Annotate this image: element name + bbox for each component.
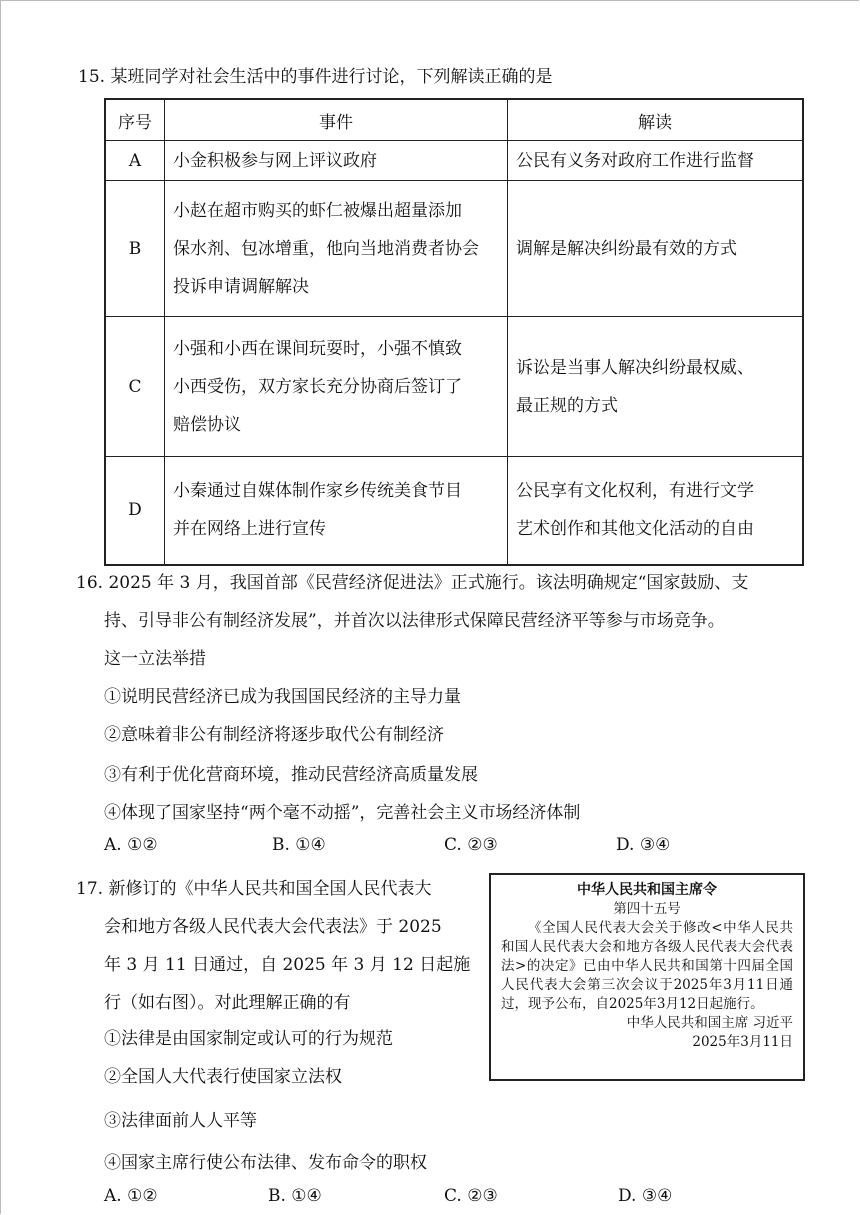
q17-statement: ①法律是由国家制定或认可的行为规范 xyxy=(104,1029,393,1049)
q16-statement: ①说明民营经济已成为我国国民经济的主导力量 xyxy=(104,687,461,707)
row-interp xyxy=(508,181,804,317)
row-id: D xyxy=(105,457,165,565)
event-line: 小赵在超市购买的虾仁被爆出超量添加 xyxy=(173,200,462,221)
table-row-a xyxy=(105,141,803,181)
decree-number: 第四十五号 xyxy=(613,901,681,917)
q17-stem-line: 会和地方各级人民代表大会代表法》于 2025 xyxy=(104,917,442,937)
decree-title: 中华人民共和国主席令 xyxy=(577,882,717,898)
q17-option-b[interactable]: B. ①④ xyxy=(268,1186,322,1206)
q17-statement: ③法律面前人人平等 xyxy=(104,1111,257,1131)
q17-stem-line: 行（如右图）。对此理解正确的有 xyxy=(104,993,351,1013)
header-event: 事件 xyxy=(165,99,508,141)
q17-stem-line: 年 3 月 11 日通过，自 2025 年 3 月 12 日起施 xyxy=(104,955,471,975)
row-id: B xyxy=(105,181,165,317)
table-row-b xyxy=(105,181,803,317)
q16-option-d[interactable]: D. ③④ xyxy=(616,835,671,855)
q17-statement: ④国家主席行使公布法律、发布命令的职权 xyxy=(104,1153,427,1173)
q16-option-b[interactable]: B. ①④ xyxy=(272,835,326,855)
q15-title: 15. 某班同学对社会生活中的事件进行讨论，下列解读正确的是 xyxy=(78,67,553,87)
event-line: 小金积极参与网上评议政府 xyxy=(173,150,377,171)
header-interp: 解读 xyxy=(508,99,804,141)
q16-option-a[interactable]: A. ①② xyxy=(104,835,158,855)
events-table xyxy=(104,98,804,566)
interp-line: 公民有义务对政府工作进行监督 xyxy=(516,150,754,171)
row-interp xyxy=(508,141,804,181)
q16-stem-line: 16. 2025 年 3 月，我国首部《民营经济促进法》正式施行。该法明确规定“国家鼓励、支 xyxy=(76,573,749,593)
interp-line: 公民享有文化权利，有进行文学 xyxy=(516,481,754,502)
table-header-row xyxy=(105,99,803,141)
q17-option-a[interactable]: A. ①② xyxy=(104,1186,158,1206)
decree-date: 2025年3月11日 xyxy=(692,1034,793,1050)
q16-stem-line: 持、引导非公有制经济发展”，并首次以法律形式保障民营经济平等参与市场竞争。 xyxy=(104,611,725,631)
row-event xyxy=(165,317,508,457)
header-id: 序号 xyxy=(105,99,165,141)
event-line: 投诉申请调解解决 xyxy=(173,276,309,297)
q16-statement: ④体现了国家坚持“两个毫不动摇”，完善社会主义市场经济体制 xyxy=(104,803,581,823)
decree-signature: 中华人民共和国主席 习近平 xyxy=(626,1015,793,1031)
row-id: A xyxy=(105,141,165,181)
table-row-d xyxy=(105,457,803,565)
row-event xyxy=(165,141,508,181)
table-row-c xyxy=(105,317,803,457)
event-line: 小西受伤，双方家长充分协商后签订了 xyxy=(173,376,462,397)
event-line: 保水剂、包冰增重，他向当地消费者协会 xyxy=(173,238,479,259)
interp-line: 调解是解决纠纷最有效的方式 xyxy=(516,238,737,259)
row-event xyxy=(165,181,508,317)
presidential-decree-box xyxy=(489,873,805,1081)
interp-line: 诉讼是当事人解决纠纷最权威、 xyxy=(516,357,754,378)
q16-statement: ③有利于优化营商环境，推动民营经济高质量发展 xyxy=(104,765,478,785)
row-id: C xyxy=(105,317,165,457)
decree-body: 《全国人民代表大会关于修改<中华人民共和国人民代表大会和地方各级人民代表大会代表法>的决定》已由中华人民共和国第十四届全国人民代表大会第三次会议于2025年3月11日通过，现予公布，自2025年3月12日起施行。 xyxy=(501,920,793,1012)
q16-option-c[interactable]: C. ②③ xyxy=(444,835,498,855)
interp-line: 艺术创作和其他文化活动的自由 xyxy=(516,519,754,540)
q16-statement: ②意味着非公有制经济将逐步取代公有制经济 xyxy=(104,725,444,745)
q17-statement: ②全国人大代表行使国家立法权 xyxy=(104,1067,342,1087)
q16-stem-line: 这一立法举措 xyxy=(104,649,206,669)
q17-stem-line: 17. 新修订的《中华人民共和国全国人民代表大 xyxy=(76,879,432,899)
event-line: 并在网络上进行宣传 xyxy=(173,519,326,540)
q17-option-d[interactable]: D. ③④ xyxy=(618,1186,673,1206)
event-line: 小秦通过自媒体制作家乡传统美食节目 xyxy=(173,481,462,502)
interp-line: 最正规的方式 xyxy=(516,395,618,416)
row-interp xyxy=(508,317,804,457)
row-interp xyxy=(508,457,804,565)
event-line: 赔偿协议 xyxy=(173,414,241,435)
event-line: 小强和小西在课间玩耍时，小强不慎致 xyxy=(173,338,462,359)
row-event xyxy=(165,457,508,565)
q17-option-c[interactable]: C. ②③ xyxy=(444,1186,498,1206)
